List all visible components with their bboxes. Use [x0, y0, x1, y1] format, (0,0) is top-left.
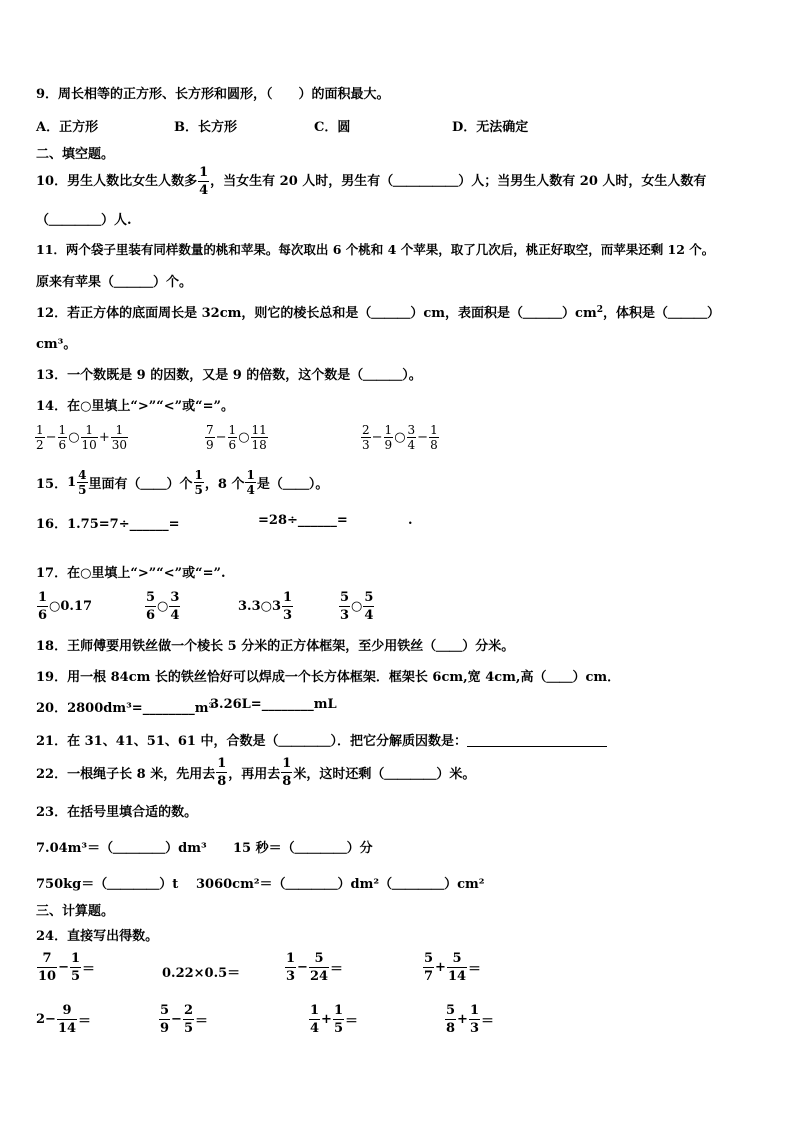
q9-option-c: C．圆 [314, 120, 351, 135]
q24-expression-8: $\frac{5}{8}$ + $\frac{1}{3}$ ＝ [446, 1003, 495, 1036]
q24-expression-4: $\frac{5}{7}$ + $\frac{5}{14}$ ＝ [424, 951, 482, 984]
section-fill-in-title: 二、填空题。 [36, 147, 115, 162]
q24-expression-1: $\frac{7}{10}$ − $\frac{1}{5}$ ＝ [38, 951, 96, 984]
question-10-line2: （＿＿＿＿）人. [36, 213, 132, 228]
question-20-part-a: 20．2800dm³=________m³ [36, 701, 215, 716]
q10-prefix: 10．男生人数比女生人数多 [36, 174, 198, 189]
q17-expression-1: $\frac{1}{6}$ ○0.17 [38, 590, 93, 623]
question-12: 12．若正方体的底面周长是 32cm，则它的棱长总和是（＿＿＿）cm，表面积是$(\_\_\_)cm^2$，体积是（＿＿＿） [36, 305, 721, 321]
q24-expression-3: $\frac{1}{3}$ − $\frac{5}{24}$ ＝ [286, 951, 344, 984]
question-15: 15．1 $\frac{4}{5}$ 里面有（＿＿）个 $\frac{1}{5}$ ，8 个 $\frac{1}{4}$ 是（＿＿）。 [36, 468, 329, 497]
q23-part-a: 7.04m³＝（＿＿＿＿）dm³ [36, 841, 207, 856]
compare-circle: ○ [394, 430, 406, 445]
question-12-line2: cm³。 [36, 337, 77, 352]
question-11-line2: 原来有苹果（＿＿＿）个。 [36, 275, 193, 290]
compare-circle: ○ [238, 430, 250, 445]
q10-fraction: $\frac{1}{4}$ [199, 165, 209, 198]
q24-expression-2: 0.22×0.5＝ [162, 966, 241, 981]
question-21: 21．在 31、41、51、61 中，合数是（＿＿＿＿）．把它分解质因数是： [36, 730, 607, 749]
question-9: 9．周长相等的正方形、长方形和圆形，（ ）的面积最大。 [36, 87, 390, 102]
question-13: 13．一个数既是 9 的因数，又是 9 的倍数，这个数是（＿＿＿）。 [36, 368, 422, 383]
q24-expression-7: $\frac{1}{4}$ + $\frac{1}{5}$ ＝ [310, 1003, 359, 1036]
q23-part-d: 3060cm²＝（＿＿＿＿）dm²（＿＿＿＿）cm² [196, 877, 485, 892]
q17-expression-2: $\frac{5}{6}$ ○ $\frac{3}{4}$ [146, 590, 180, 623]
question-24: 24．直接写出得数。 [36, 929, 159, 944]
q23-part-c: 750kg＝（＿＿＿＿）t [36, 877, 179, 892]
question-20-part-b: 3.26L=________mL [210, 697, 337, 712]
q24-expression-6: $\frac{5}{9}$ − $\frac{2}{5}$ ＝ [160, 1003, 209, 1036]
q9-option-a: A．正方形 [36, 120, 99, 135]
q14-expression-3: $\frac{2}{3}$ − $\frac{1}{9}$ ○ $\frac{3}{4}$ − $\frac{1}{8}$ [362, 423, 438, 452]
q9-option-b: B．长方形 [174, 120, 237, 135]
q17-expression-3: 3.3○3 $\frac{1}{3}$ [238, 590, 293, 623]
question-16-period: . [408, 513, 413, 528]
q24-expression-5: 2− $\frac{9}{14}$ ＝ [36, 1003, 92, 1036]
q10-suffix: ，当女生有 20 人时，男生有（＿＿＿＿＿）人；当男生人数有 20 人时，女生人数有 [210, 174, 707, 189]
compare-circle: ○ [68, 430, 80, 445]
question-10 [36, 164, 706, 199]
question-23: 23．在括号里填合适的数。 [36, 805, 198, 820]
question-17: 17．在○里填上“>”“<”或“=”. [36, 566, 226, 581]
q14-expression-1: $\frac{1}{2}$ − $\frac{1}{6}$ ○ $\frac{1}{10}$ + $\frac{1}{30}$ [36, 423, 127, 452]
q14-expression-2: $\frac{7}{9}$ − $\frac{1}{6}$ ○ $\frac{11}{18}$ [206, 423, 267, 452]
question-11: 11．两个袋子里装有同样数量的桃和苹果。每次取出 6 个桃和 4 个苹果，取了几次后，桃正好取空，而苹果还剩 12 个。 [36, 242, 715, 257]
question-16-part-b: =28÷______= [258, 513, 348, 528]
question-18: 18．王师傅要用铁丝做一个棱长 5 分米的正方体框架，至少用铁丝（＿＿）分米。 [36, 639, 515, 654]
question-16-part-a: 16．1.75=7÷______= [36, 517, 180, 532]
q23-part-b: 15 秒＝（＿＿＿＿）分 [233, 841, 373, 856]
section-calculation-title: 三、计算题。 [36, 904, 115, 919]
question-19: 19．用一根 84cm 长的铁丝恰好可以焊成一个长方体框架．框架长 6cm,宽 4cm,高（＿＿）cm． [36, 670, 621, 685]
q9-option-d: D．无法确定 [452, 120, 529, 135]
answer-blank-line [467, 733, 607, 747]
q17-expression-4: $\frac{5}{3}$ ○ $\frac{5}{4}$ [340, 590, 374, 623]
question-14: 14．在○里填上“>”“<”或“=”。 [36, 399, 234, 414]
question-22: 22．一根绳子长 8 米，先用去 $\frac{1}{8}$ ，再用去 $\frac{1}{8}$ 米，这时还剩（＿＿＿＿）米。 [36, 756, 476, 789]
